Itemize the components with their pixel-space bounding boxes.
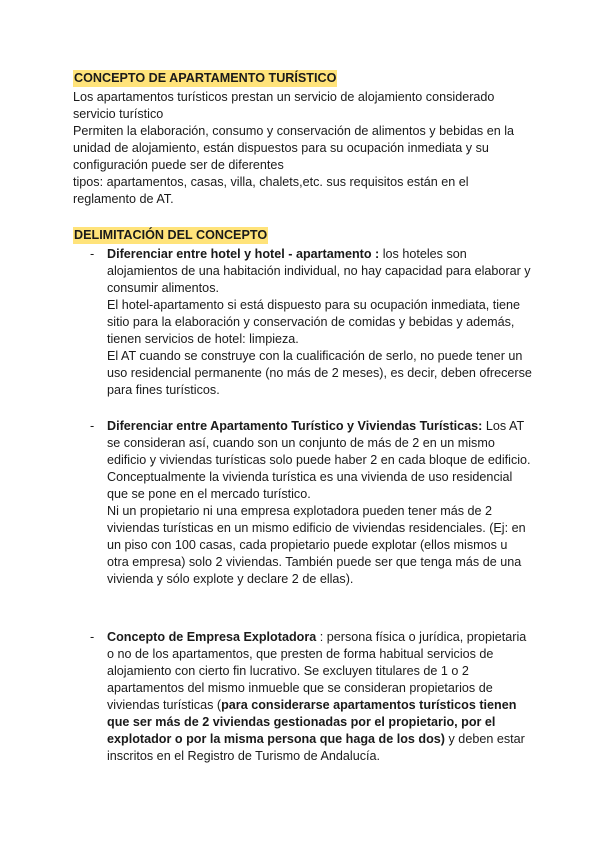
list-item-para: Ni un propietario ni una empresa explotadora pueden tener más de 2 viviendas turísticas en un mismo edificio de viviendas residenciales. (Ej: en un piso con 100 casas, cada propietario puede explotar (ellos mismos u otra empresa) solo 2 viviendas. También puede ser que tenga más de una vivienda y sólo explote y declare 2 de ellas). <box>107 504 526 586</box>
bullet-dash: - <box>90 247 95 261</box>
list-item <box>107 418 532 588</box>
list-item-para <box>107 246 532 297</box>
list-item-para: El AT cuando se construye con la cualificación de serlo, no puede tener un uso residencial permanente (no más de 2 meses), es decir, deben ofrecerse para fines turísticos. <box>107 349 532 397</box>
bullet-dash: - <box>90 419 95 433</box>
list-item-text: y deben estar inscritos en el Registro de Turismo de Andalucía. <box>107 732 525 763</box>
intro-text <box>73 89 533 208</box>
list-item-para <box>107 629 532 765</box>
list-item-title: Diferenciar entre hotel y hotel - apartamento : <box>107 247 380 261</box>
intro-line: Los apartamentos turísticos prestan un servicio de alojamiento considerado servicio turístico <box>73 90 495 121</box>
list-item-text: Los AT se consideran así, cuando son un conjunto de más de 2 en un mismo edificio y viviendas turísticas solo puede haber 2 en cada bloque de edificio. <box>107 419 531 467</box>
bullet-dash: - <box>90 630 95 644</box>
list-item-text: los hoteles son alojamientos de una habitación individual, no hay capacidad para elaborar y consumir alimentos. <box>107 247 531 295</box>
list-item-para: El hotel-apartamento si está dispuesto para su ocupación inmediata, tiene sitio para la elaboración y conservación de comidas y bebidas y además, tienen servicios de hotel: limpieza. <box>107 298 521 346</box>
list-item-bold-text: para considerarse apartamentos turísticos tienen que ser más de 2 viviendas gestionadas por el propietario, por el explotador o por la misma persona que haga de los dos) <box>107 698 517 746</box>
list-item-title: Diferenciar entre Apartamento Turístico y Viviendas Turísticas: <box>107 419 483 433</box>
list-item-text: : persona física o jurídica, propietaria o no de los apartamentos, que presten de forma habitual servicios de alojamiento con cierto fin lucrativo. Se excluyen titulares de 1 o 2 apartamentos del mismo inmueble que se consideran propietarios de viviendas turísticas ( <box>107 630 527 712</box>
list-item <box>107 246 532 399</box>
list-item-title: Concepto de Empresa Explotadora <box>107 630 317 644</box>
section-heading-concepto: CONCEPTO DE APARTAMENTO TURÍSTICO <box>74 71 337 85</box>
intro-line: tipos: apartamentos, casas, villa, chalets,etc. sus requisitos están en el reglamento de AT. <box>73 175 469 206</box>
intro-line: Permiten la elaboración, consumo y conservación de alimentos y bebidas en la unidad de alojamiento, están dispuestos para su ocupación inmediata y su configuración puede ser de diferentes <box>73 124 515 172</box>
list-item-para: Conceptualmente la vivienda turística es una vivienda de uso residencial que se pone en el mercado turístico. <box>107 470 513 501</box>
list-item <box>107 629 532 765</box>
section-heading-delimitacion: DELIMITACIÓN DEL CONCEPTO <box>74 228 268 242</box>
list-item-para <box>107 418 532 469</box>
